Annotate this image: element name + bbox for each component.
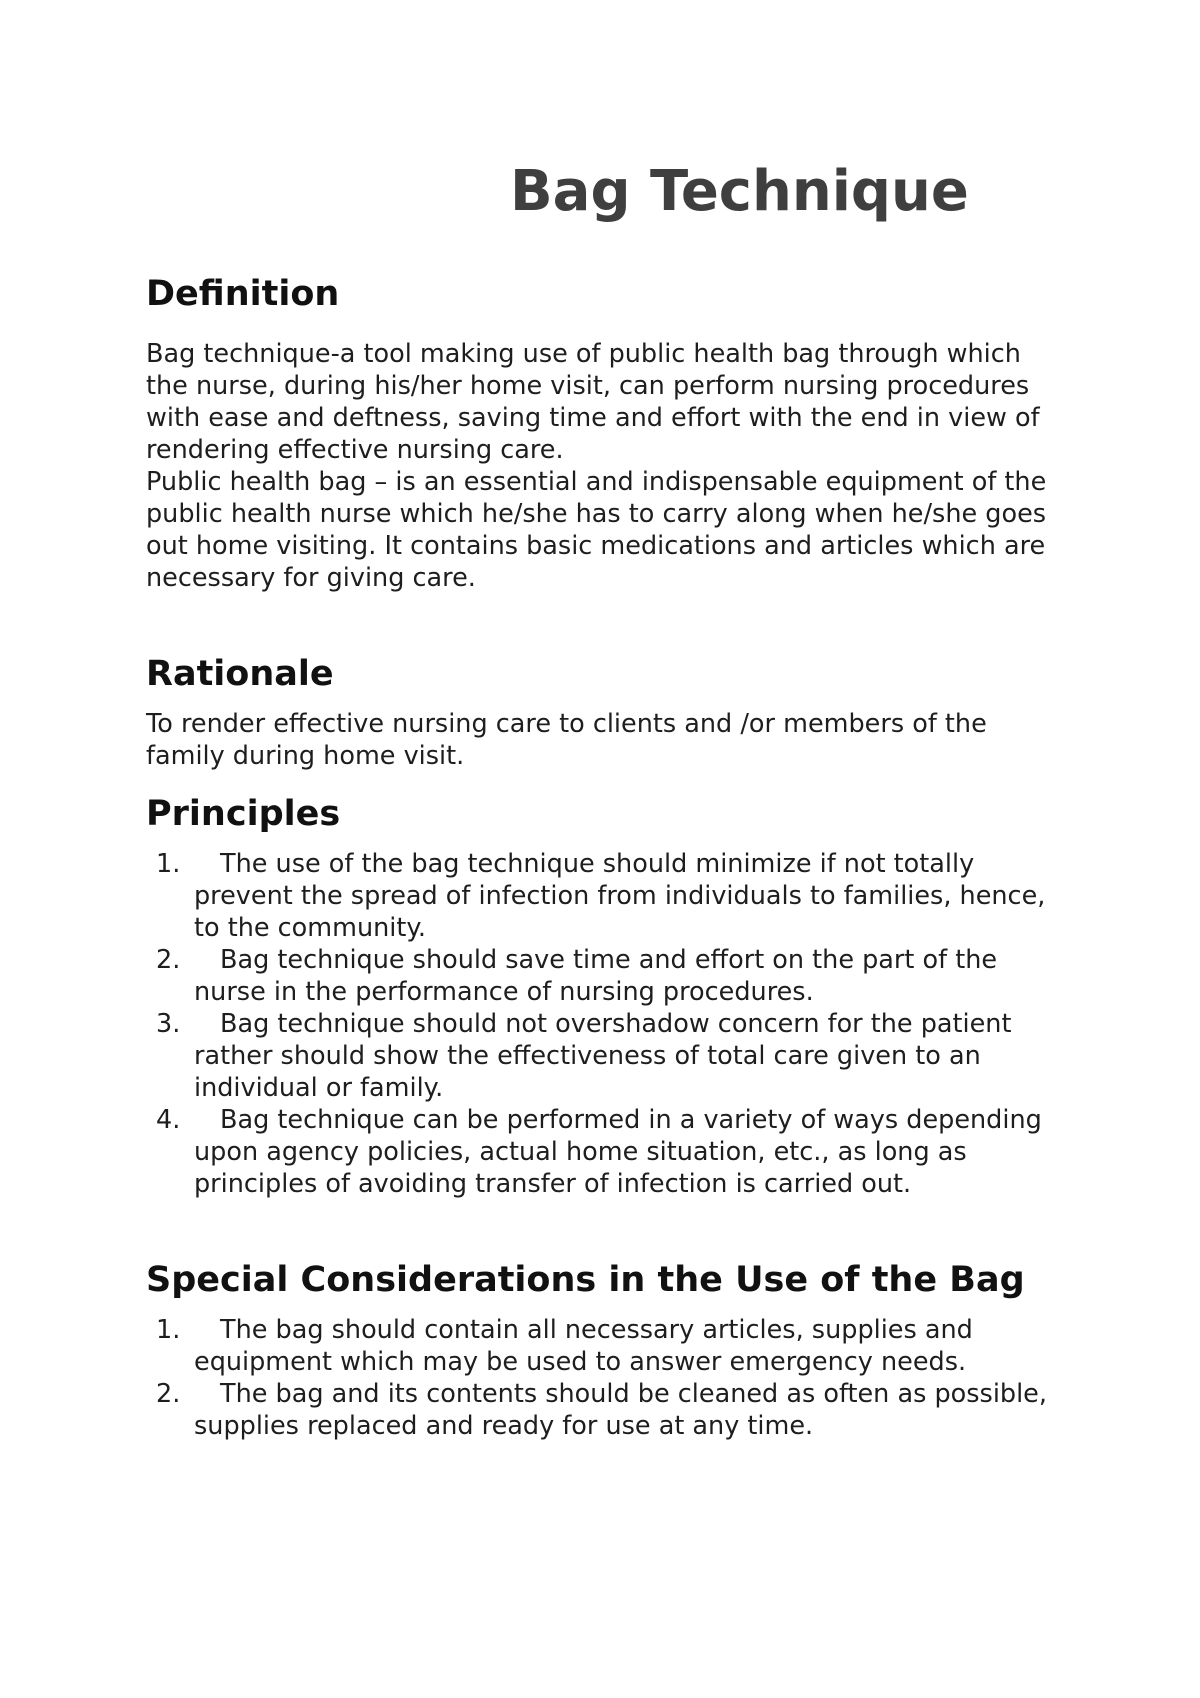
definition-heading: Definition [146,274,340,314]
list-item-text: The bag and its contents should be cleaned as often as possible, supplies replaced and ready for use at any time. [194,1379,1047,1441]
list-item-number: 1. [156,1315,181,1345]
principles-list [146,848,1066,1200]
list-item-text: Bag technique should save time and effort on the part of the nurse in the performance of nursing procedures. [194,945,998,1007]
list-item-text: The use of the bag technique should minimize if not totally prevent the spread of infection from individuals to families, hence, to the community. [194,849,1046,943]
list-item [146,848,1066,944]
list-item [146,1008,1066,1104]
list-item-number: 3. [156,1009,181,1039]
list-item [146,1104,1066,1200]
rationale-paragraph: To render effective nursing care to clients and /or members of the family during home visit. [146,709,987,771]
list-item [146,1314,1066,1378]
list-item-text: Bag technique should not overshadow concern for the patient rather should show the effectiveness of total care given to an individual or family. [194,1009,1012,1103]
principles-heading: Principles [146,794,341,834]
special-considerations-list [146,1314,1066,1442]
definition-paragraph: Public health bag – is an essential and indispensable equipment of the public health nurse which he/she has to carry along when he/she goes out home visiting. It contains basic medications and articles which are necessary for giving care. [146,467,1047,593]
list-item-text: Bag technique can be performed in a variety of ways depending upon agency policies, actual home situation, etc., as long as principles of avoiding transfer of infection is carried out. [194,1105,1042,1199]
list-item-number: 2. [156,945,181,975]
list-item-text: The bag should contain all necessary articles, supplies and equipment which may be used to answer emergency needs. [194,1315,973,1377]
list-item [146,1378,1066,1442]
special-considerations-heading: Special Considerations in the Use of the Bag [146,1260,1025,1300]
list-item-number: 1. [156,849,181,879]
definition-paragraph: Bag technique-a tool making use of public health bag through which the nurse, during his/her home visit, can perform nursing procedures with ease and deftness, saving time and effort with the end in view of rendering effective nursing care. [146,339,1040,465]
document-body [146,272,1066,1442]
list-item [146,944,1066,1008]
list-item-number: 2. [156,1379,181,1409]
document-title: Bag Technique [510,159,969,224]
list-item-number: 4. [156,1105,181,1135]
rationale-heading: Rationale [146,654,334,694]
